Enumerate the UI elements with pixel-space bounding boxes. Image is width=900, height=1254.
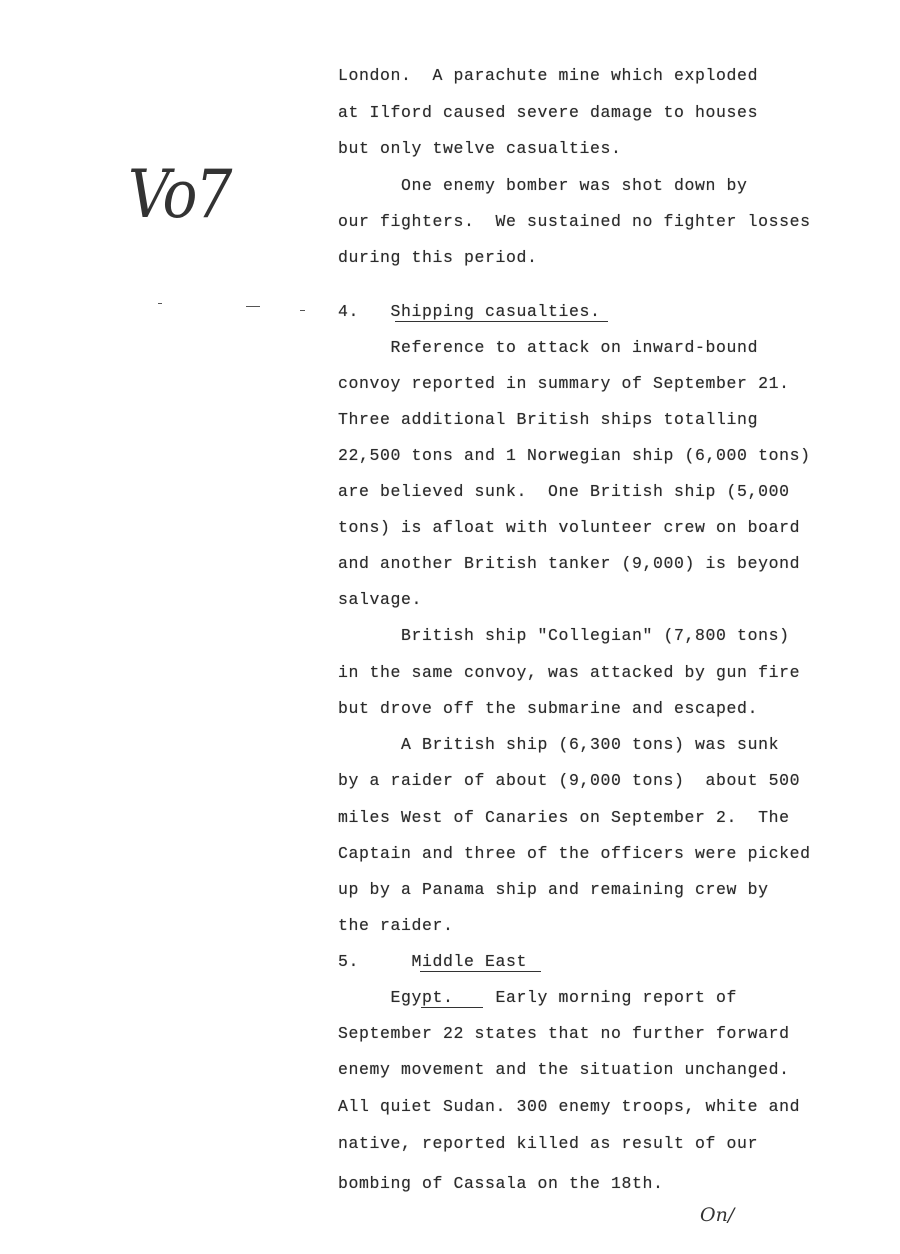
- text-line: our fighters. We sustained no fighter losses: [338, 212, 811, 231]
- text-line: native, reported killed as result of our: [338, 1134, 759, 1153]
- text-line: convoy reported in summary of September 21.: [338, 374, 790, 393]
- text-line: London. A parachute mine which exploded: [338, 66, 759, 85]
- text-line: bombing of Cassala on the 18th.: [338, 1174, 664, 1193]
- handwritten-continuation-note: On/: [700, 1204, 735, 1226]
- text-line: British ship "Collegian" (7,800 tons): [338, 626, 790, 645]
- heading-underline: [395, 321, 608, 322]
- margin-mark: [246, 306, 260, 307]
- margin-mark: [158, 303, 162, 304]
- text-line: One enemy bomber was shot down by: [338, 176, 748, 195]
- text-line: during this period.: [338, 248, 538, 267]
- heading-underline: [420, 971, 541, 972]
- text-line: 22,500 tons and 1 Norwegian ship (6,000 tons): [338, 446, 811, 465]
- section-heading-middle-east: 5. Middle East: [338, 952, 528, 971]
- text-line: but only twelve casualties.: [338, 139, 622, 158]
- text-line: Egypt. Early morning report of: [338, 988, 738, 1007]
- handwritten-margin-note: Vo7: [128, 154, 231, 234]
- text-line: Reference to attack on inward-bound: [338, 338, 759, 357]
- text-line: and another British tanker (9,000) is beyond: [338, 554, 801, 573]
- text-line: at Ilford caused severe damage to houses: [338, 103, 759, 122]
- text-line: All quiet Sudan. 300 enemy troops, white and: [338, 1097, 801, 1116]
- heading-underline: [421, 1007, 483, 1008]
- text-line: A British ship (6,300 tons) was sunk: [338, 735, 780, 754]
- text-line: by a raider of about (9,000 tons) about 500: [338, 771, 801, 790]
- text-line: miles West of Canaries on September 2. The: [338, 808, 790, 827]
- text-line: salvage.: [338, 590, 423, 609]
- text-line: tons) is afloat with volunteer crew on board: [338, 518, 801, 537]
- text-line: Three additional British ships totalling: [338, 410, 759, 429]
- text-line: Captain and three of the officers were picked: [338, 844, 811, 863]
- margin-mark: [300, 310, 305, 311]
- text-line: enemy movement and the situation unchanged.: [338, 1060, 790, 1079]
- text-line: in the same convoy, was attacked by gun fire: [338, 663, 801, 682]
- text-line: are believed sunk. One British ship (5,000: [338, 482, 790, 501]
- text-line: September 22 states that no further forward: [338, 1024, 790, 1043]
- text-line: the raider.: [338, 916, 454, 935]
- text-line: up by a Panama ship and remaining crew by: [338, 880, 769, 899]
- text-line: but drove off the submarine and escaped.: [338, 699, 759, 718]
- section-heading-shipping: 4. Shipping casualties.: [338, 302, 601, 321]
